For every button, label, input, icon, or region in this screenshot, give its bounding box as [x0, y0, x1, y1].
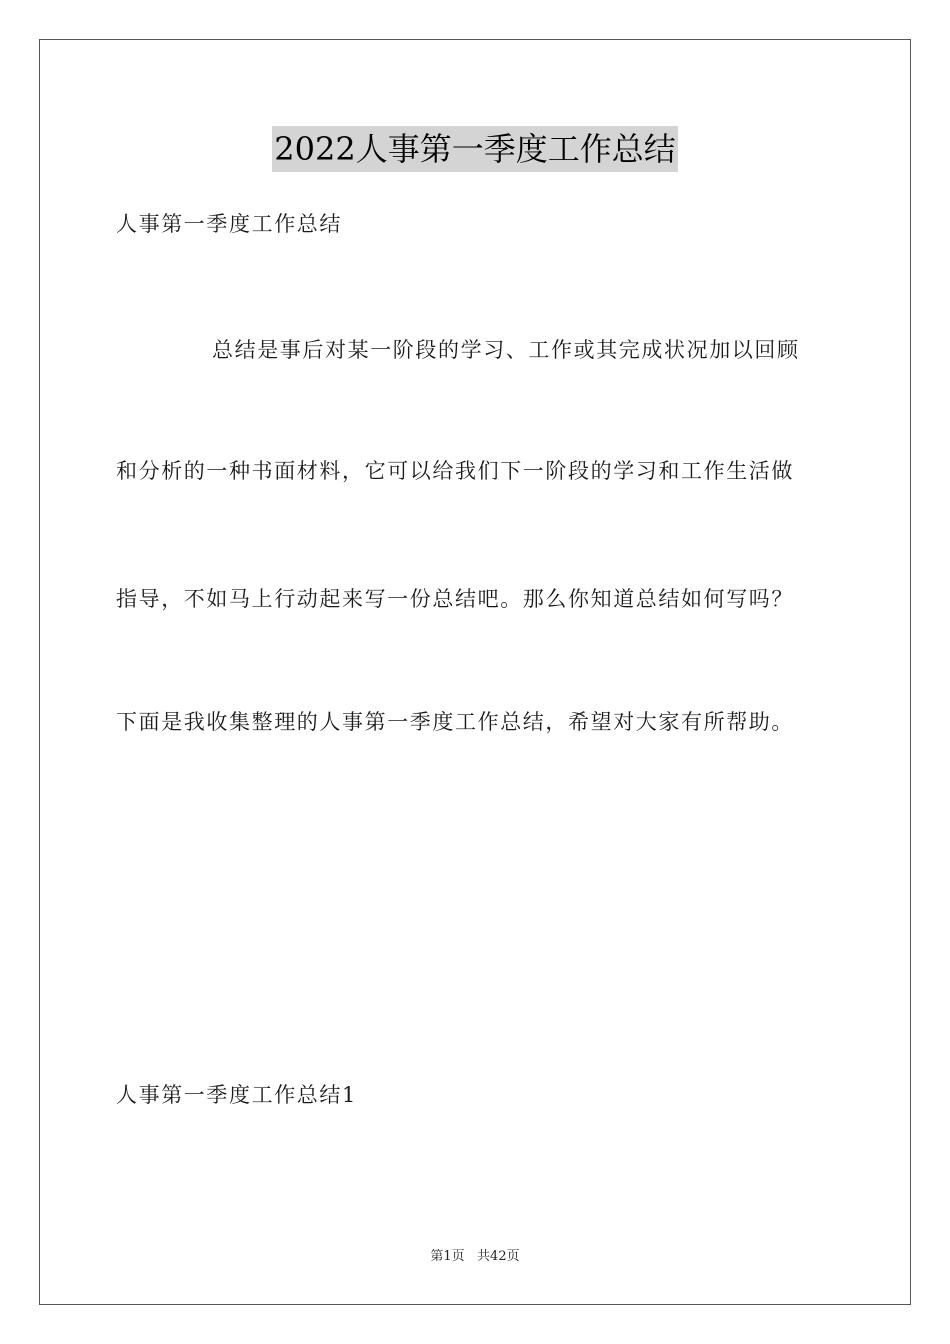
section-heading: 人事第一季度工作总结1 — [116, 1083, 357, 1107]
paragraph-line-2: 和分析的一种书面材料，它可以给我们下一阶段的学习和工作生活做 — [116, 459, 794, 483]
document-subtitle: 人事第一季度工作总结 — [116, 212, 342, 236]
paragraph-line-3: 指导，不如马上行动起来写一份总结吧。那么你知道总结如何写吗？ — [116, 587, 794, 611]
page-footer: 第1页 共42页 — [430, 1249, 520, 1264]
document-title: 2022人事第一季度工作总结 — [272, 126, 677, 172]
paragraph-line-1: 总结是事后对某一阶段的学习、工作或其完成状况加以回顾 — [212, 338, 800, 362]
title-container — [0, 126, 950, 172]
paragraph-line-4: 下面是我收集整理的人事第一季度工作总结，希望对大家有所帮助。 — [116, 710, 794, 734]
